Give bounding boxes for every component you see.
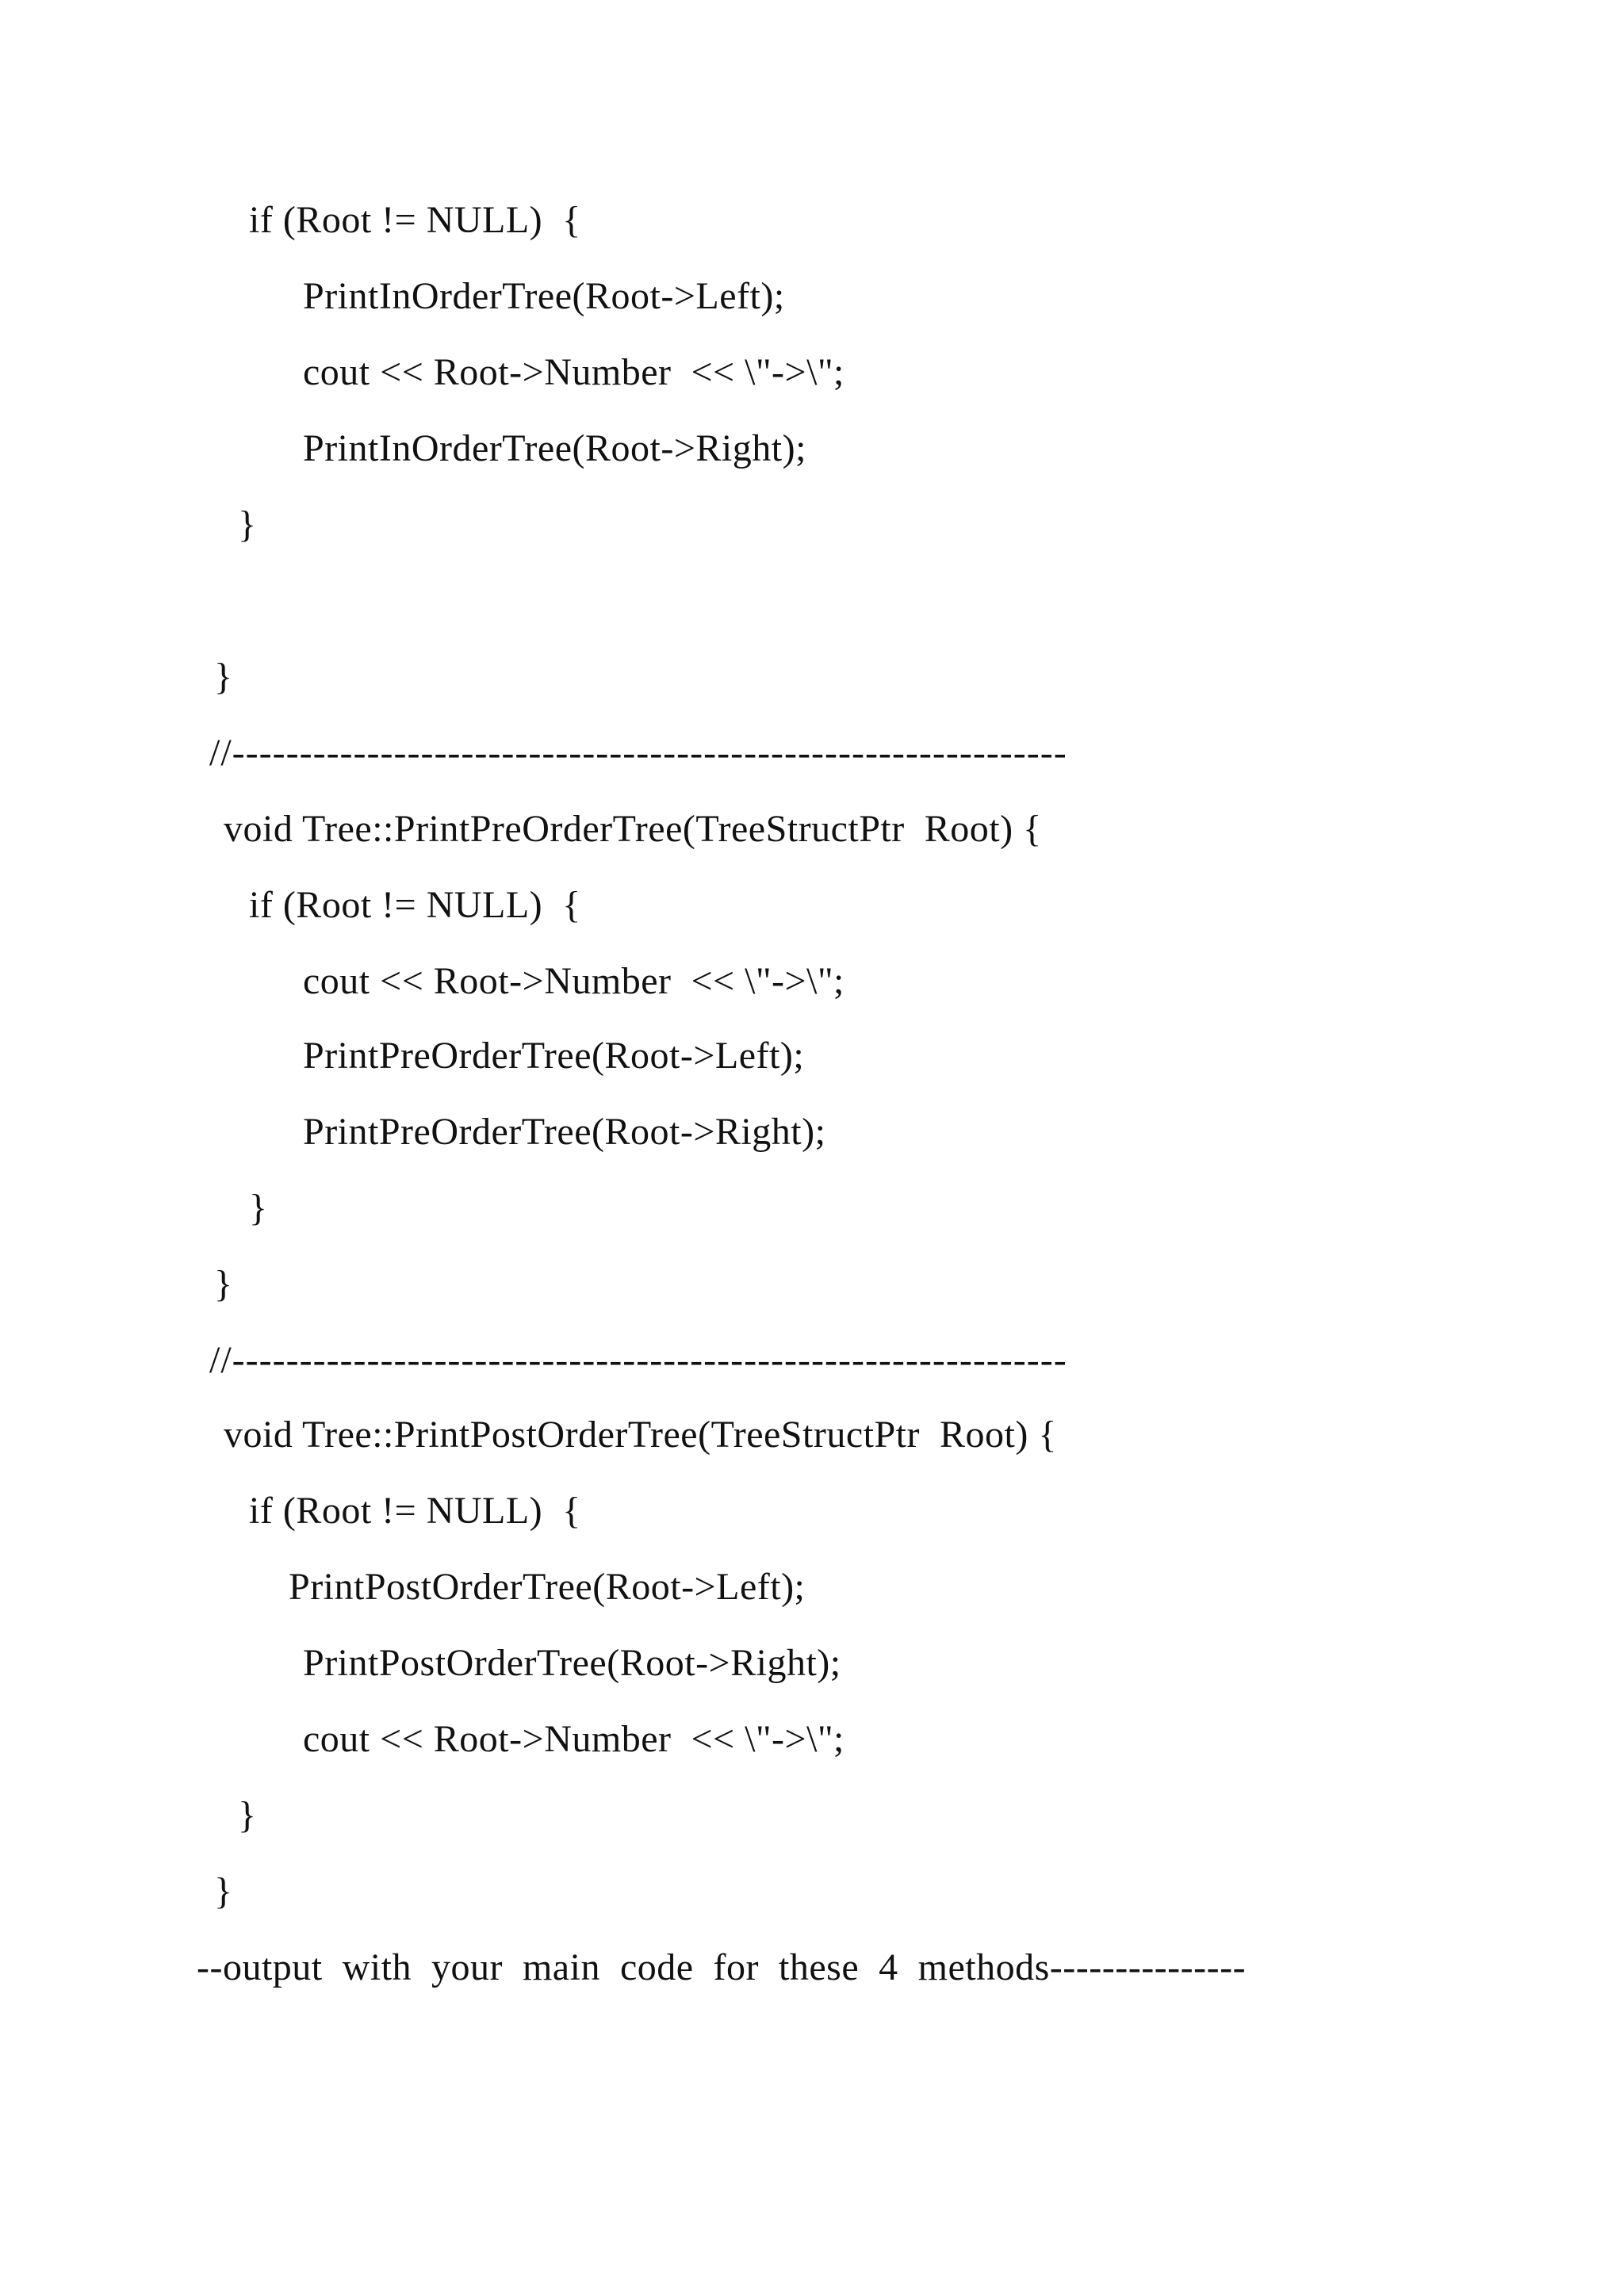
code-line-inorder-left: PrintInOrderTree(Root->Left);: [303, 275, 785, 317]
code-line-inorder-func-close: }: [214, 656, 233, 698]
code-line-if-root-postorder: if (Root != NULL) {: [249, 1490, 581, 1532]
code-line-postorder-func-close: }: [214, 1870, 233, 1912]
code-line-preorder-signature: void Tree::PrintPreOrderTree(TreeStructPtr Root) {: [224, 808, 1042, 850]
separator-comment-1: //--------------------------------------------------------------: [209, 732, 1067, 774]
code-line-postorder-right: PrintPostOrderTree(Root->Right);: [303, 1642, 841, 1684]
code-line-inorder-right: PrintInOrderTree(Root->Right);: [303, 427, 806, 469]
code-line-if-root-inorder: if (Root != NULL) {: [249, 199, 581, 241]
code-line-preorder-left: PrintPreOrderTree(Root->Left);: [303, 1035, 805, 1077]
output-caption: --output with your main code for these 4 methods---------------: [197, 1946, 1247, 1988]
code-line-inorder-if-close: }: [238, 503, 257, 545]
code-line-inorder-cout: cout << Root->Number << \"->\";: [303, 351, 845, 393]
code-line-postorder-left: PrintPostOrderTree(Root->Left);: [289, 1566, 806, 1608]
code-line-postorder-signature: void Tree::PrintPostOrderTree(TreeStructPtr Root) {: [224, 1414, 1057, 1456]
separator-comment-2: //--------------------------------------------------------------: [209, 1339, 1067, 1381]
code-line-preorder-right: PrintPreOrderTree(Root->Right);: [303, 1111, 826, 1153]
code-line-postorder-if-close: }: [238, 1794, 257, 1836]
code-line-preorder-cout: cout << Root->Number << \"->\";: [303, 960, 845, 1002]
code-line-preorder-func-close: }: [214, 1263, 233, 1305]
code-line-postorder-cout: cout << Root->Number << \"->\";: [303, 1718, 845, 1760]
code-line-preorder-if-close: }: [249, 1187, 268, 1229]
code-line-if-root-preorder: if (Root != NULL) {: [249, 884, 581, 926]
